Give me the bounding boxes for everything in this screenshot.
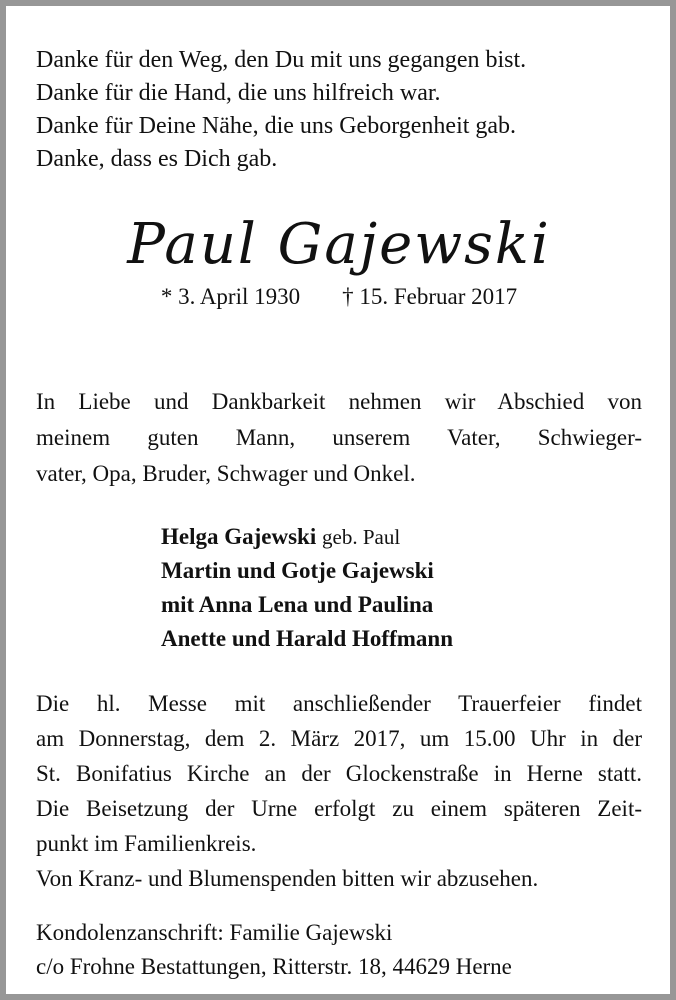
funeral-details-line: Die Beisetzung der Urne erfolgt zu einem späteren Zeit- [36, 796, 642, 821]
thanks-verse [36, 44, 642, 176]
farewell-line: meinem guten Mann, unserem Vater, Schwieger- [36, 425, 642, 450]
mourner-name: Helga Gajewski [161, 524, 317, 549]
mourner-line [161, 520, 642, 554]
funeral-details-line: Die hl. Messe mit anschließender Trauerfeier findet [36, 691, 642, 716]
thanks-verse-line: Danke für Deine Nähe, die uns Geborgenheit gab. [36, 113, 517, 139]
farewell-paragraph [36, 384, 642, 492]
life-dates [36, 282, 642, 312]
condolence-line: c/o Frohne Bestattungen, Ritterstr. 18, 44629 Herne [36, 954, 512, 979]
funeral-details-paragraph [36, 686, 642, 896]
mourner-line: Martin und Gotje Gajewski [161, 558, 434, 583]
funeral-details-line: St. Bonifatius Kirche an der Glockenstraße in Herne statt. [36, 761, 642, 786]
farewell-line: vater, Opa, Bruder, Schwager und Onkel. [36, 461, 416, 486]
thanks-verse-line: Danke für die Hand, die uns hilfreich war. [36, 80, 441, 106]
funeral-details-line: am Donnerstag, dem 2. März 2017, um 15.00 Uhr in der [36, 726, 642, 751]
notice-paper [6, 6, 670, 994]
maiden-name: geb. Paul [322, 525, 401, 549]
thanks-verse-line: Danke für den Weg, den Du mit uns gegangen bist. [36, 47, 527, 73]
condolence-line: Kondolenzanschrift: Familie Gajewski [36, 920, 393, 945]
mourners-list [161, 520, 642, 656]
birth-date: * 3. April 1930 [160, 284, 301, 309]
farewell-line: In Liebe und Dankbarkeit nehmen wir Abschied von [36, 389, 642, 414]
funeral-details-line: punkt im Familienkreis. [36, 831, 257, 856]
thanks-verse-line: Danke, dass es Dich gab. [36, 146, 278, 172]
death-date: † 15. Februar 2017 [342, 284, 518, 309]
condolence-address [36, 916, 642, 984]
deceased-name: Paul Gajewski [127, 212, 551, 277]
flowers-request-line: Von Kranz- und Blumenspenden bitten wir abzusehen. [36, 866, 539, 891]
mourner-line: Anette und Harald Hoffmann [161, 626, 453, 651]
mourner-line: mit Anna Lena und Paulina [161, 592, 434, 617]
